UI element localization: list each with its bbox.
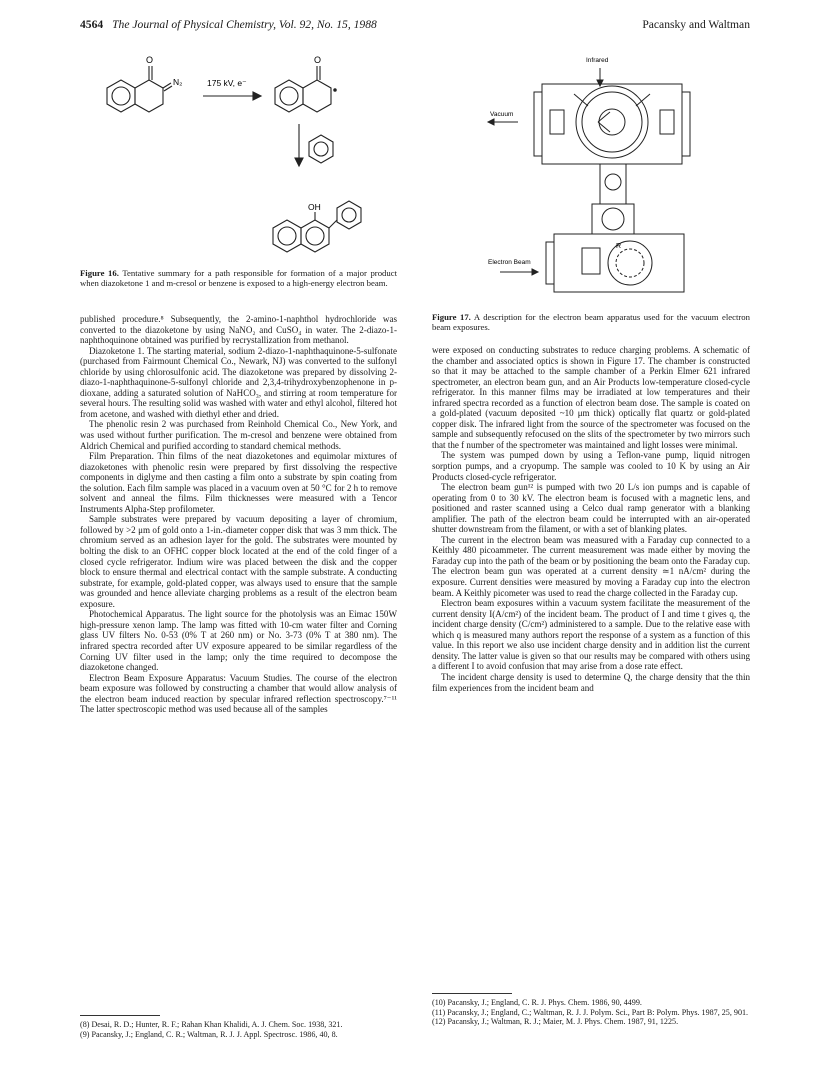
running-authors: Pacansky and Waltman bbox=[642, 18, 750, 31]
figure-17-label: Figure 17. bbox=[432, 312, 471, 322]
reference-item: (11) Pacansky, J.; England, C.; Waltman, R. J. J. Polym. Sci., Part B: Polym. Phys. 1987, 25, 901. bbox=[432, 1007, 749, 1017]
paragraph: Film Preparation. Thin films of the neat diazoketones and equimolar mixtures of diazoketones with phenolic resin were prepared by first dissolving the respective components in diglyme and then casting a film onto a substrate by spin coating from the solution. Each film sample was placed in a vacuum oven at 50 °C for 2 h to remove solvent and anneal the films. Film thicknesses were measured with a Tencor Instruments Alpha-Step profilometer. bbox=[80, 451, 397, 514]
footnote-rule-right bbox=[432, 993, 512, 994]
reference-item: (9) Pacansky, J.; England, C. R.; Waltman, R. J. J. Appl. Spectrosc. 1986, 40, 8. bbox=[80, 1029, 338, 1039]
footnote-rule-left bbox=[80, 1015, 160, 1016]
running-header bbox=[80, 18, 750, 36]
figure-17-apparatus bbox=[470, 50, 750, 300]
reference-item: (10) Pacansky, J.; England, C. R. J. Phys. Chem. 1986, 90, 4499. bbox=[432, 998, 642, 1007]
cold-finger-column bbox=[600, 164, 626, 204]
paragraph: were exposed on conducting substrates to reduce charging problems. A schematic of the chamber and associated optics is shown in Figure 17. The chamber is constructed so that it may be attached to the sample chamber of a Perkin Elmer 621 infrared spectrometer, an electron beam gun, and an Air Products low-temperature closed-cycle refrigerator. In this manner films may be irradiated at low temperatures and their infrared spectra recorded as a function of electron beam dose. The sample is coated on a gold-plated (vacuum deposited ~10 μm thick) optically flat quartz or gold-plated copper disk. The infrared light from the source of the spectrometer was focused on the sample and subsequently refocused on the slits of the spectrometer by two mirrors such that the f number of the spectrometer was maintained and light losses were minimal. bbox=[432, 345, 750, 450]
naphthoquinone-carbene-structure bbox=[275, 66, 336, 112]
electron-beam-label: Electron Beam bbox=[488, 259, 531, 266]
figure-16-scheme bbox=[95, 52, 395, 262]
vacuum-label: Vacuum bbox=[490, 111, 514, 118]
diazoketone-structure bbox=[107, 66, 172, 112]
paragraph: Electron Beam Exposure Apparatus: Vacuum Studies. The course of the electron beam exposure was followed by constructing a chamber that would allow analysis of the electron beam induced reaction by specular infrared reflection spectroscopy.⁷⁻¹¹ The latter spectroscopic method was used because all of the samples bbox=[80, 672, 397, 715]
paragraph: Electron beam exposures within a vacuum system facilitate the measurement of the current density I(A/cm²) of the incident beam. The product of I and time t gives q, the incident charge density (C/cm²) administered to a sample. Due to the relative ease with which q is measured many authors report the response of a system as a function of this value. In this report we also use incident charge density and in addition list the current density. The latter value is given so that our results may be compared with others using a different I to avoid confusion that may arise from a dose rate effect. bbox=[432, 598, 750, 672]
left-text-column bbox=[80, 314, 397, 715]
paragraph: The electron beam gun¹² is pumped with two 20 L/s ion pumps and is capable of operating from 0 to 30 kV. The electron beam is focused with a magnetic lens, and positioned and raster scanned using a Celco dual ramp generator with a blanking amplifier. The path of the electron beam could be interrupted with an air-operated shutter downstream from the filament, or with a set of blanking plates. bbox=[432, 482, 750, 535]
reference-item: (12) Pacansky, J.; Waltman, R. J.; Maier, M. J. Phys. Chem. 1987, 91, 1225. bbox=[432, 1017, 679, 1027]
paragraph: The incident charge density is used to determine Q, the charge density that the thin film experiences from the incident beam and bbox=[432, 671, 750, 693]
benzene-structure bbox=[309, 135, 333, 163]
product-oxygen-label: O bbox=[314, 55, 322, 65]
r-label: R bbox=[616, 243, 622, 250]
sample-chamber-ring bbox=[576, 86, 648, 158]
figure-16-text: Tentative summary for a path responsible for formation of a major product when diazoketone 1 and m-cresol or benzene is exposed to a high-energy electron beam. bbox=[80, 268, 397, 289]
paragraph: Photochemical Apparatus. The light source for the photolysis was an Eimac 150W high-pressure xenon lamp. The lamp was fitted with 10-cm water filter and Corning glass UV filters No. 0-53 (0% T at 260 nm) or No. 3-73 (0% T at 380 nm). The infrared spectra recorded after UV exposure appeared to be similar regardless of the Corning UV filter used in the lamp; only the time required to decompose the diazoketone changed. bbox=[80, 609, 397, 673]
paragraph: Diazoketone 1. The starting material, sodium 2-diazo-1-naphthaquinone-5-sulfonate (purchased from Fairmount Chemical Co., Newark, NJ) was converted to the sulfonyl chloride by using chlorosulfonic acid. The diazoketone was prepared by dissolving 2-diazo-1-naphthaquinone-5-sulfonyl chloride and 2,3,4-trihydroxybenzophenone in p-dioxane, adding a saturated solution of NaHCO₃, and stirring at room temperature for several hours. The resulting solid was washed with water and ethyl alcohol, filtered hot from acetone, and washed with diethyl ether and dried. bbox=[80, 345, 397, 419]
right-references bbox=[432, 998, 750, 1027]
page-number: 4564 bbox=[80, 18, 104, 31]
figure-17-text: A description for the electron beam apparatus used for the vacuum electron beam exposures. bbox=[432, 312, 750, 333]
figure-16-caption bbox=[80, 268, 397, 289]
left-references bbox=[80, 1020, 397, 1039]
journal-citation: The Journal of Physical Chemistry, Vol. 92, No. 15, 1988 bbox=[112, 18, 377, 31]
paragraph: Sample substrates were prepared by vacuum depositing a layer of chromium, followed by >2 μm of gold onto a 1-in.-diameter copper disk that was 3 mm thick. The chromium served as an adhesion layer for the gold. The substrates were mounted by bolting the disk to an OFHC copper block located at the end of the cold finger of a closed cycle refrigerator. Indium wire was placed between the disk and the copper block to ensure thermal and electrical contact with the sample substrate. A conducting substrate, for example, gold-plated copper, was always used to ensure that the sample was grounded and hence alleviate charging problems as a result of the electron beam exposure. bbox=[80, 514, 397, 609]
paragraph: The system was pumped down by using a Teflon-vane pump, liquid nitrogen sorption pumps, and a cryopump. The sample was cooled to 10 K by using an Air Products closed-cycle refrigerator. bbox=[432, 450, 750, 482]
paragraph: The phenolic resin 2 was purchased from Reinhold Chemical Co., New York, and was used without further purification. The m-cresol and benzene were obtained from Aldrich Chemical and purified according to standard chemical methods. bbox=[80, 419, 397, 451]
faraday-cup-area bbox=[608, 241, 652, 285]
diazo-oxygen-label: O bbox=[146, 55, 154, 65]
figure-16-label: Figure 16. bbox=[80, 268, 119, 278]
infrared-label: Infrared bbox=[586, 57, 609, 64]
right-text-column bbox=[432, 345, 750, 693]
arrow-label: 175 kV, e⁻ bbox=[207, 78, 247, 88]
reference-item: (8) Desai, R. D.; Hunter, R. F.; Rahan Khan Khalidi, A. J. Chem. Soc. 1938, 321. bbox=[80, 1020, 343, 1029]
figure-17-caption bbox=[432, 312, 750, 333]
paragraph: The current in the electron beam was measured with a Faraday cup connected to a Keithly 480 picoammeter. The current measurement was made either by moving the Faraday cup into the path of the beam or by positioning the beam onto the Faraday cup. The electron beam gun was operated at a current density ≃1 nA/cm² during the exposure. Current densities were measured by moving a Faraday cup into the electron beam. A Keithly picometer was used to read the charge collected in the Faraday cup. bbox=[432, 534, 750, 598]
hydroxyl-label: OH bbox=[308, 202, 321, 212]
n2-label: N₂ bbox=[173, 77, 183, 87]
paragraph: published procedure.⁸ Subsequently, the 2-amino-1-naphthol hydrochloride was converted to the diazoketone by using NaNO₂ and CuSO₄ in water. The 2-diazo-1-naphthoquinone obtained was purified by recrystallization from methanol. bbox=[80, 314, 397, 346]
